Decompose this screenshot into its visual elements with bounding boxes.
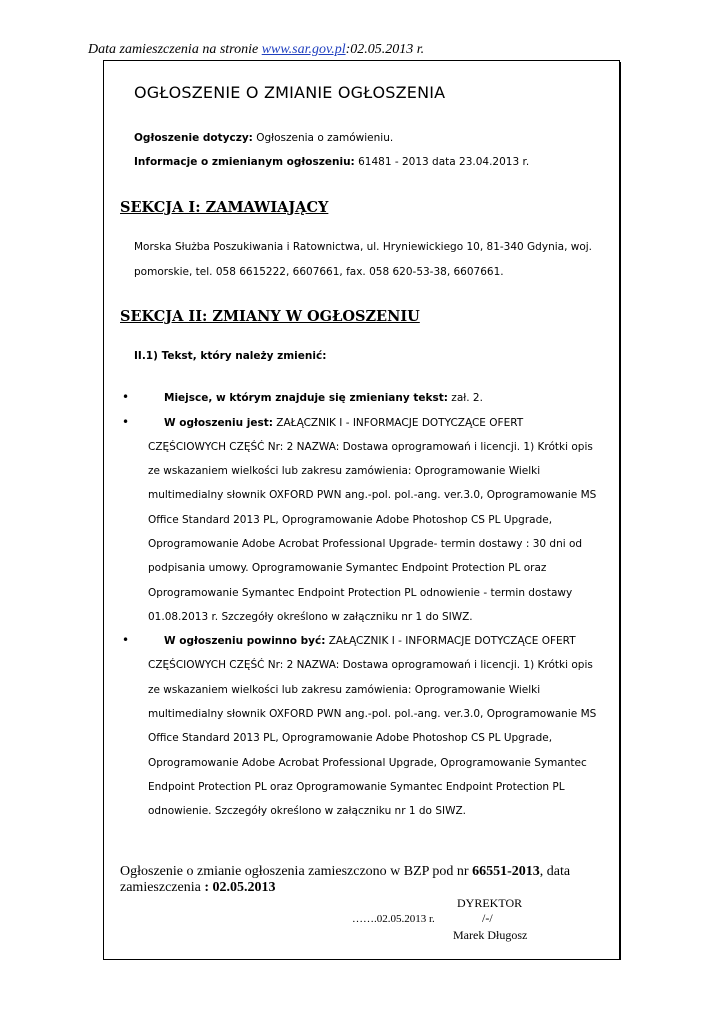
section2-heading: SEKCJA II: ZMIANY W OGŁOSZENIU	[120, 308, 420, 325]
bzp-date-prefix: zamieszczenia	[120, 880, 205, 895]
notice-subject-label: Ogłoszenie dotyczy:	[134, 132, 253, 144]
bzp-date: : 02.05.2013	[204, 880, 276, 895]
contracting-authority-line-1: Morska Służba Poszukiwania i Ratownictwa, ul. Hryniewickiego 10, 81-340 Gdynia, woj.	[134, 241, 593, 253]
changed-notice-info	[134, 156, 529, 168]
current-text-line: podpisania umowy. Oprogramowanie Symantec Endpoint Protection PL oraz	[148, 562, 547, 574]
bzp-number: 66551-2013	[472, 864, 540, 879]
changed-place-label: Miejsce, w którym znajduje się zmieniany tekst:	[164, 392, 448, 404]
new-text-line: CZĘŚCIOWYCH CZĘŚĆ Nr: 2 NAZWA: Dostawa oprogramowań i licencji. 1) Krótki opis	[148, 659, 593, 671]
changed-place-value: zał. 2.	[447, 392, 483, 404]
publication-date-line	[88, 42, 424, 58]
signature-name: Marek Długosz	[453, 928, 528, 942]
new-text-line: Oprogramowanie Adobe Acrobat Professional Upgrade, Oprogramowanie Symantec	[148, 757, 587, 769]
current-text-line: multimedialny słownik OXFORD PWN ang.-pol. pol.-ang. ver.3.0, Oprogramowanie MS	[148, 489, 597, 501]
signature-role: DYREKTOR	[457, 896, 523, 910]
new-text-line: odnowienie. Szczegóły określono w załączniku nr 1 do SIWZ.	[148, 805, 466, 817]
bzp-date-line	[120, 880, 276, 896]
frame-shadow	[619, 62, 621, 960]
section2-subheading: II.1) Tekst, który należy zmienić:	[134, 350, 327, 362]
changed-place	[164, 392, 483, 404]
new-text-line: ze wskazaniem wielkości lub zakresu zamówienia: Oprogramowanie Wielki	[148, 684, 541, 696]
new-text-label: W ogłoszeniu powinno być:	[164, 635, 326, 647]
current-text-line: Oprogramowanie Adobe Acrobat Professional Upgrade- termin dostawy : 30 dni od	[148, 538, 583, 550]
bullet-icon: •	[122, 415, 130, 429]
current-text-line: ze wskazaniem wielkości lub zakresu zamówienia: Oprogramowanie Wielki	[148, 465, 541, 477]
new-text-line: Endpoint Protection PL oraz Oprogramowanie Symantec Endpoint Protection PL	[148, 781, 565, 793]
current-text-line: 01.08.2013 r. Szczegóły określono w załączniku nr 1 do SIWZ.	[148, 611, 473, 623]
notice-subject-value: Ogłoszenia o zamówieniu.	[252, 132, 394, 144]
publication-date-prefix: Data zamieszczenia na stronie	[88, 42, 262, 57]
current-text-label: W ogłoszeniu jest:	[164, 417, 273, 429]
current-text-first-line	[164, 417, 523, 429]
bullet-icon: •	[122, 390, 130, 404]
bullet-icon: •	[122, 633, 130, 647]
section1-heading: SEKCJA I: ZAMAWIAJĄCY	[120, 199, 329, 216]
current-text-first: ZAŁĄCZNIK I - INFORMACJE DOTYCZĄCE OFERT	[272, 417, 524, 429]
website-link[interactable]: www.sar.gov.pl	[261, 42, 346, 57]
changed-notice-value: 61481 - 2013 data 23.04.2013 r.	[354, 156, 530, 168]
signature-mark: /-/	[482, 911, 493, 925]
page-title: OGŁOSZENIE O ZMIANIE OGŁOSZENIA	[134, 83, 446, 102]
publication-date-value: :02.05.2013 r.	[345, 42, 425, 57]
bzp-suffix: , data	[539, 864, 571, 879]
current-text-line: Office Standard 2013 PL, Oprogramowanie Adobe Photoshop CS PL Upgrade,	[148, 514, 553, 526]
changed-notice-label: Informacje o zmienianym ogłoszeniu:	[134, 156, 355, 168]
new-text-first-line	[164, 635, 576, 647]
document-frame	[103, 60, 620, 960]
current-text-line: Oprogramowanie Symantec Endpoint Protection PL odnowienie - termin dostawy	[148, 587, 573, 599]
new-text-line: multimedialny słownik OXFORD PWN ang.-pol. pol.-ang. ver.3.0, Oprogramowanie MS	[148, 708, 597, 720]
new-text-line: Office Standard 2013 PL, Oprogramowanie Adobe Photoshop CS PL Upgrade,	[148, 732, 553, 744]
notice-subject	[134, 132, 393, 144]
current-text-line: CZĘŚCIOWYCH CZĘŚĆ Nr: 2 NAZWA: Dostawa oprogramowań i licencji. 1) Krótki opis	[148, 441, 593, 453]
new-text-first: ZAŁĄCZNIK I - INFORMACJE DOTYCZĄCE OFERT	[325, 635, 576, 647]
signature-date: …….02.05.2013 r.	[352, 913, 435, 925]
bzp-prefix: Ogłoszenie o zmianie ogłoszenia zamieszczono w BZP pod nr	[120, 864, 473, 879]
bzp-publication-line	[120, 864, 570, 880]
contracting-authority-line-2: pomorskie, tel. 058 6615222, 6607661, fax. 058 620-53-38, 6607661.	[134, 266, 504, 278]
